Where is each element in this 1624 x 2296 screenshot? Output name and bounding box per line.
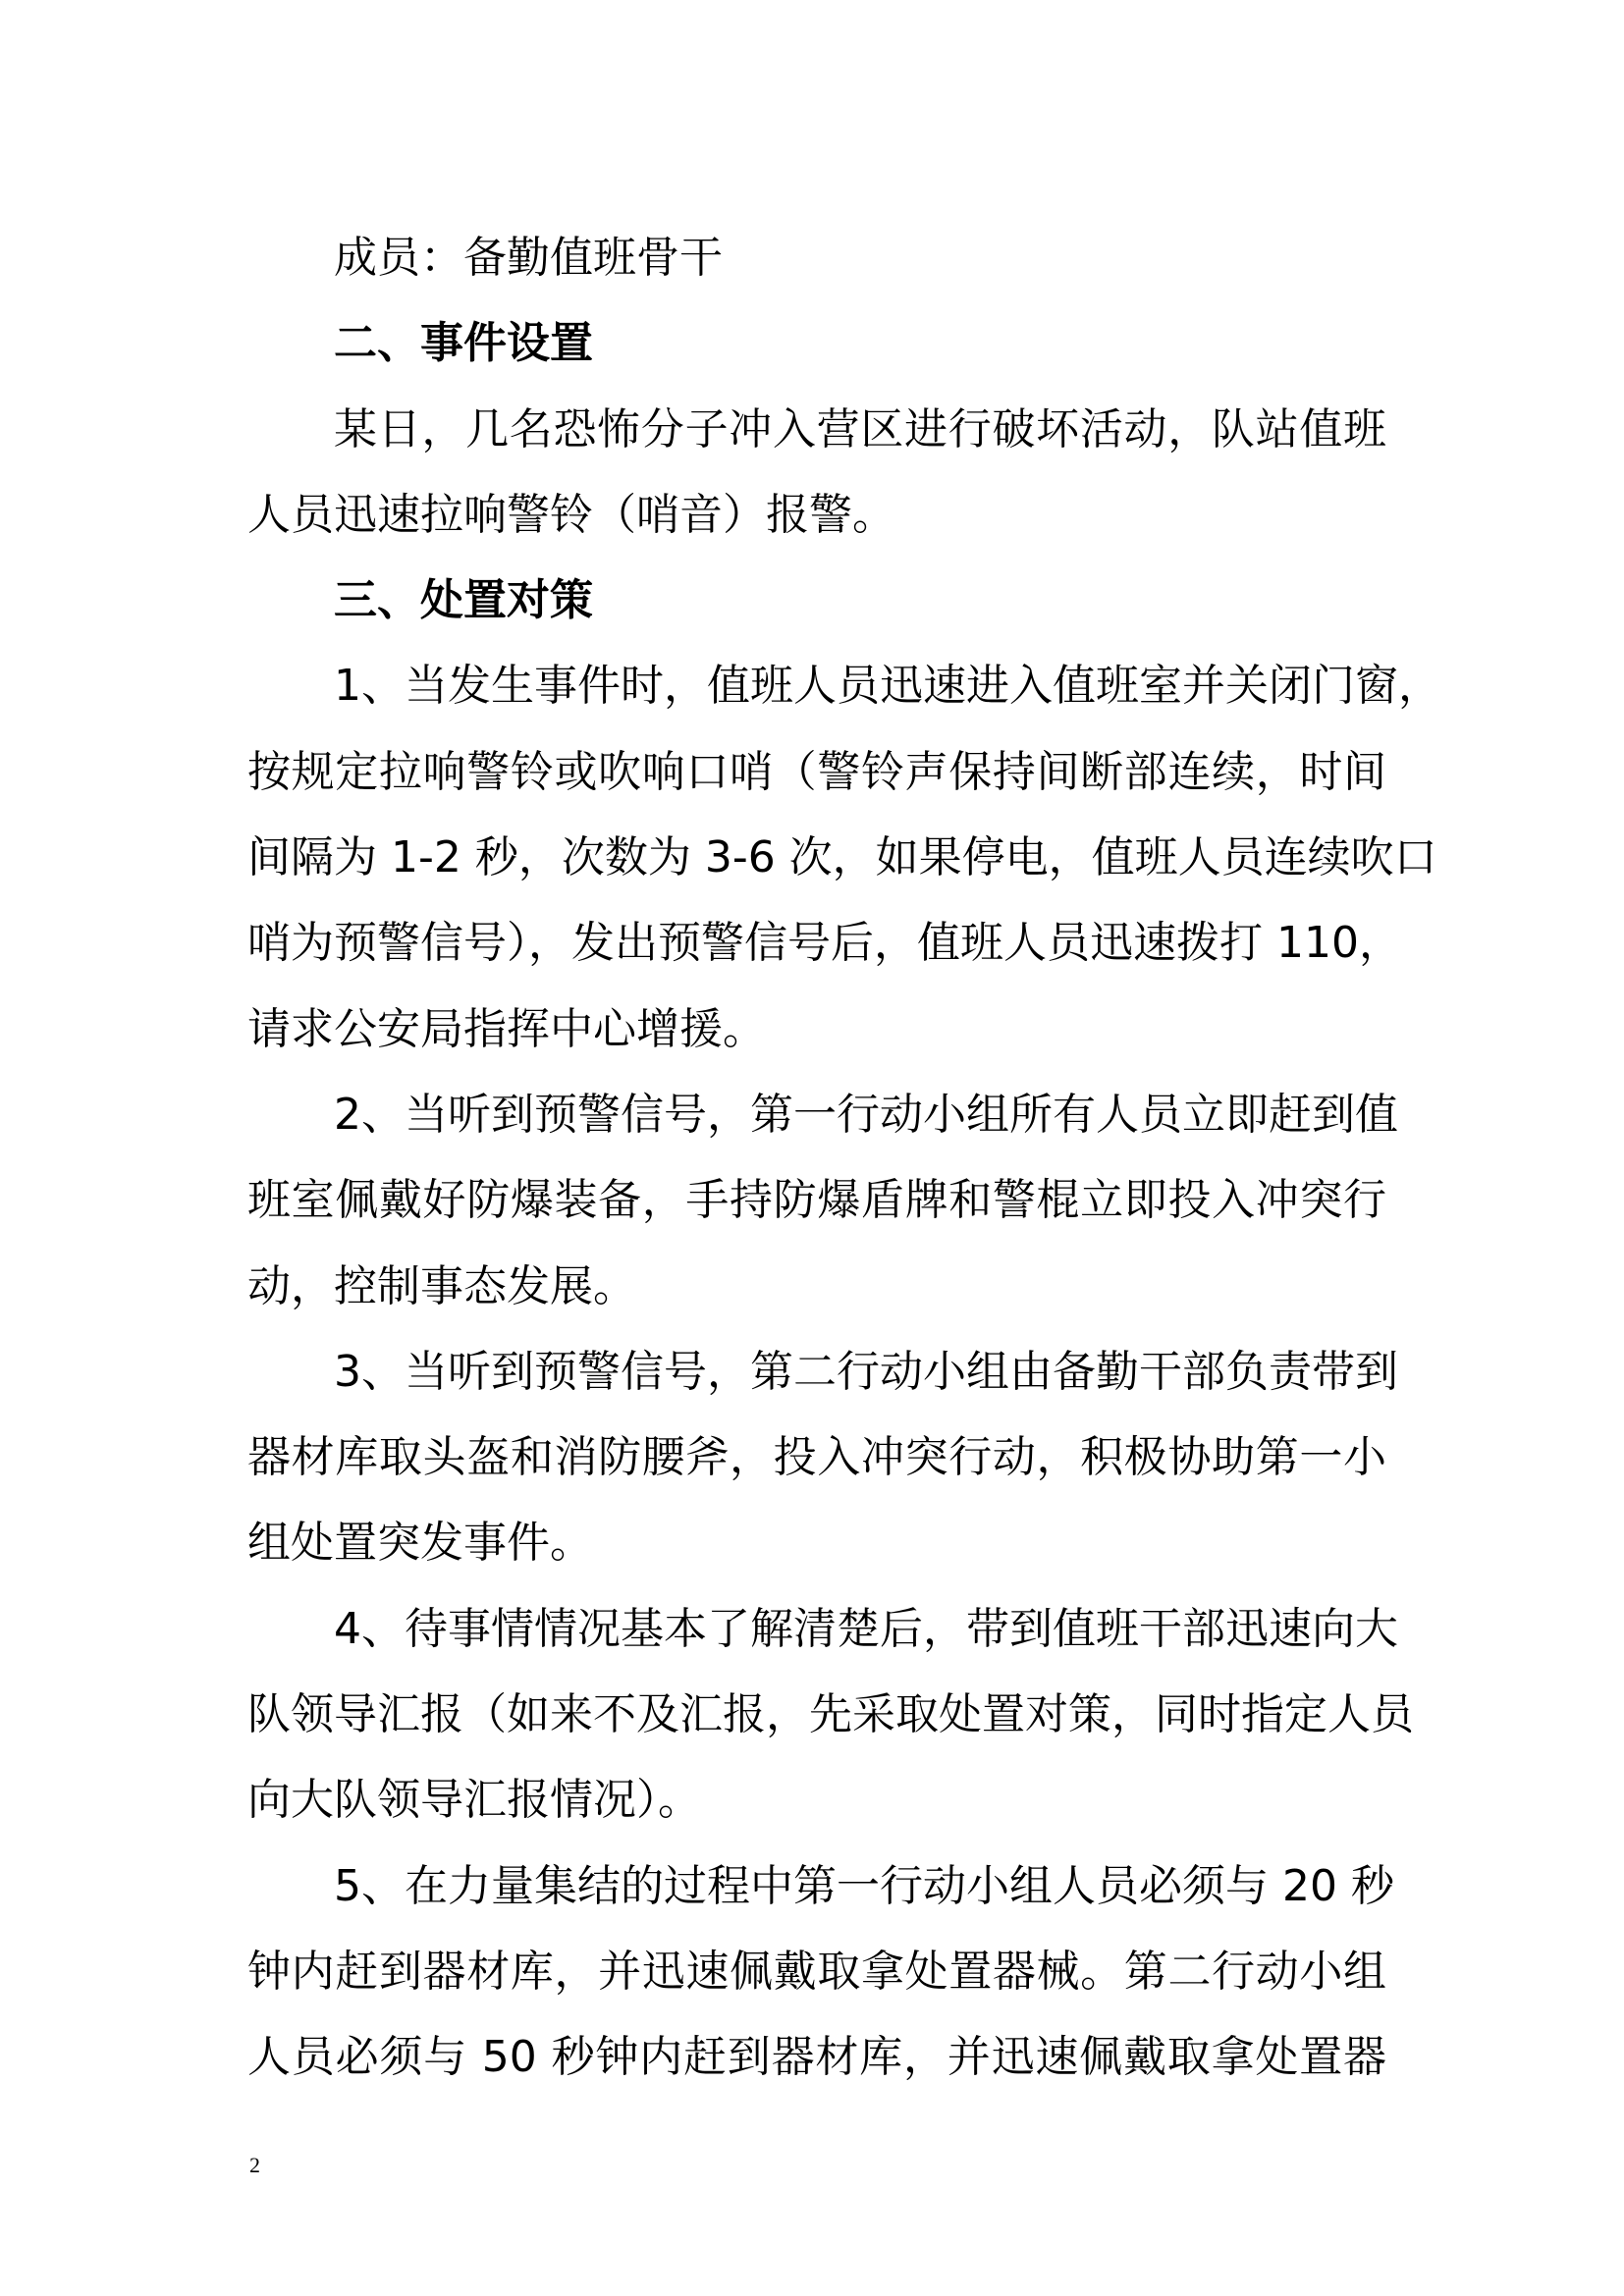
text-line: 间隔为 1-2 秒，次数为 3-6 次，如果停电，值班人员连续吹口 xyxy=(247,832,1437,883)
section-heading-countermeasures xyxy=(247,558,1386,643)
text-line: 队领导汇报（如来不及汇报，先采取处置对策，同时指定人员 xyxy=(247,1689,1414,1740)
text-line: 人员必须与 50 秒钟内赶到器材库，并迅速佩戴取拿处置器 xyxy=(247,2032,1386,2083)
text-line: 向大队领导汇报情况）。 xyxy=(247,1775,701,1826)
text-line: 4、待事情情况基本了解清楚后，带到值班干部迅速向大 xyxy=(334,1603,1398,1654)
paragraph-event-description xyxy=(247,387,1386,559)
text-line: 请求公安局指挥中心增援。 xyxy=(247,1003,766,1054)
text-line: 3、当听到预警信号，第二行动小组由备勤干部负责带到 xyxy=(334,1346,1398,1397)
text-line: 器材库取头盔和消防腰斧，投入冲突行动，积极协助第一小 xyxy=(247,1432,1386,1483)
text-line: 钟内赶到器材库，并迅速佩戴取拿处置器械。第二行动小组 xyxy=(247,1946,1386,1997)
paragraph-step-4 xyxy=(247,1586,1414,1843)
section-heading-event-setup xyxy=(247,300,1386,386)
text-line: 人员迅速拉响警铃（哨音）报警。 xyxy=(247,489,895,540)
page-number: 2 xyxy=(249,2153,260,2177)
heading-text: 三、处置对策 xyxy=(334,575,593,626)
text-line: 组处置突发事件。 xyxy=(247,1518,593,1569)
paragraph-step-3 xyxy=(247,1329,1398,1586)
text-line: 5、在力量集结的过程中第一行动小组人员必须与 20 秒 xyxy=(334,1860,1394,1911)
text-line: 某日，几名恐怖分子冲入营区进行破坏活动，队站值班 xyxy=(334,403,1386,454)
paragraph-step-2 xyxy=(247,1072,1398,1329)
text-line: 按规定拉响警铃或吹响口哨（警铃声保持间断部连续，时间 xyxy=(247,746,1386,797)
text-line: 班室佩戴好防爆装备，手持防爆盾牌和警棍立即投入冲突行 xyxy=(247,1175,1386,1226)
text-line: 成员：备勤值班骨干 xyxy=(334,233,723,283)
paragraph-members xyxy=(247,215,1386,300)
heading-text: 二、事件设置 xyxy=(334,318,593,369)
body-text xyxy=(247,215,1441,2101)
text-line: 1、当发生事件时，值班人员迅速进入值班室并关闭门窗， xyxy=(334,661,1441,712)
text-line: 2、当听到预警信号，第一行动小组所有人员立即赶到值 xyxy=(334,1089,1398,1140)
text-line: 动，控制事态发展。 xyxy=(247,1260,636,1311)
paragraph-step-5 xyxy=(247,1843,1394,2101)
paragraph-step-1 xyxy=(247,643,1441,1071)
text-line: 哨为预警信号），发出预警信号后，值班人员迅速拨打 110， xyxy=(247,918,1402,969)
